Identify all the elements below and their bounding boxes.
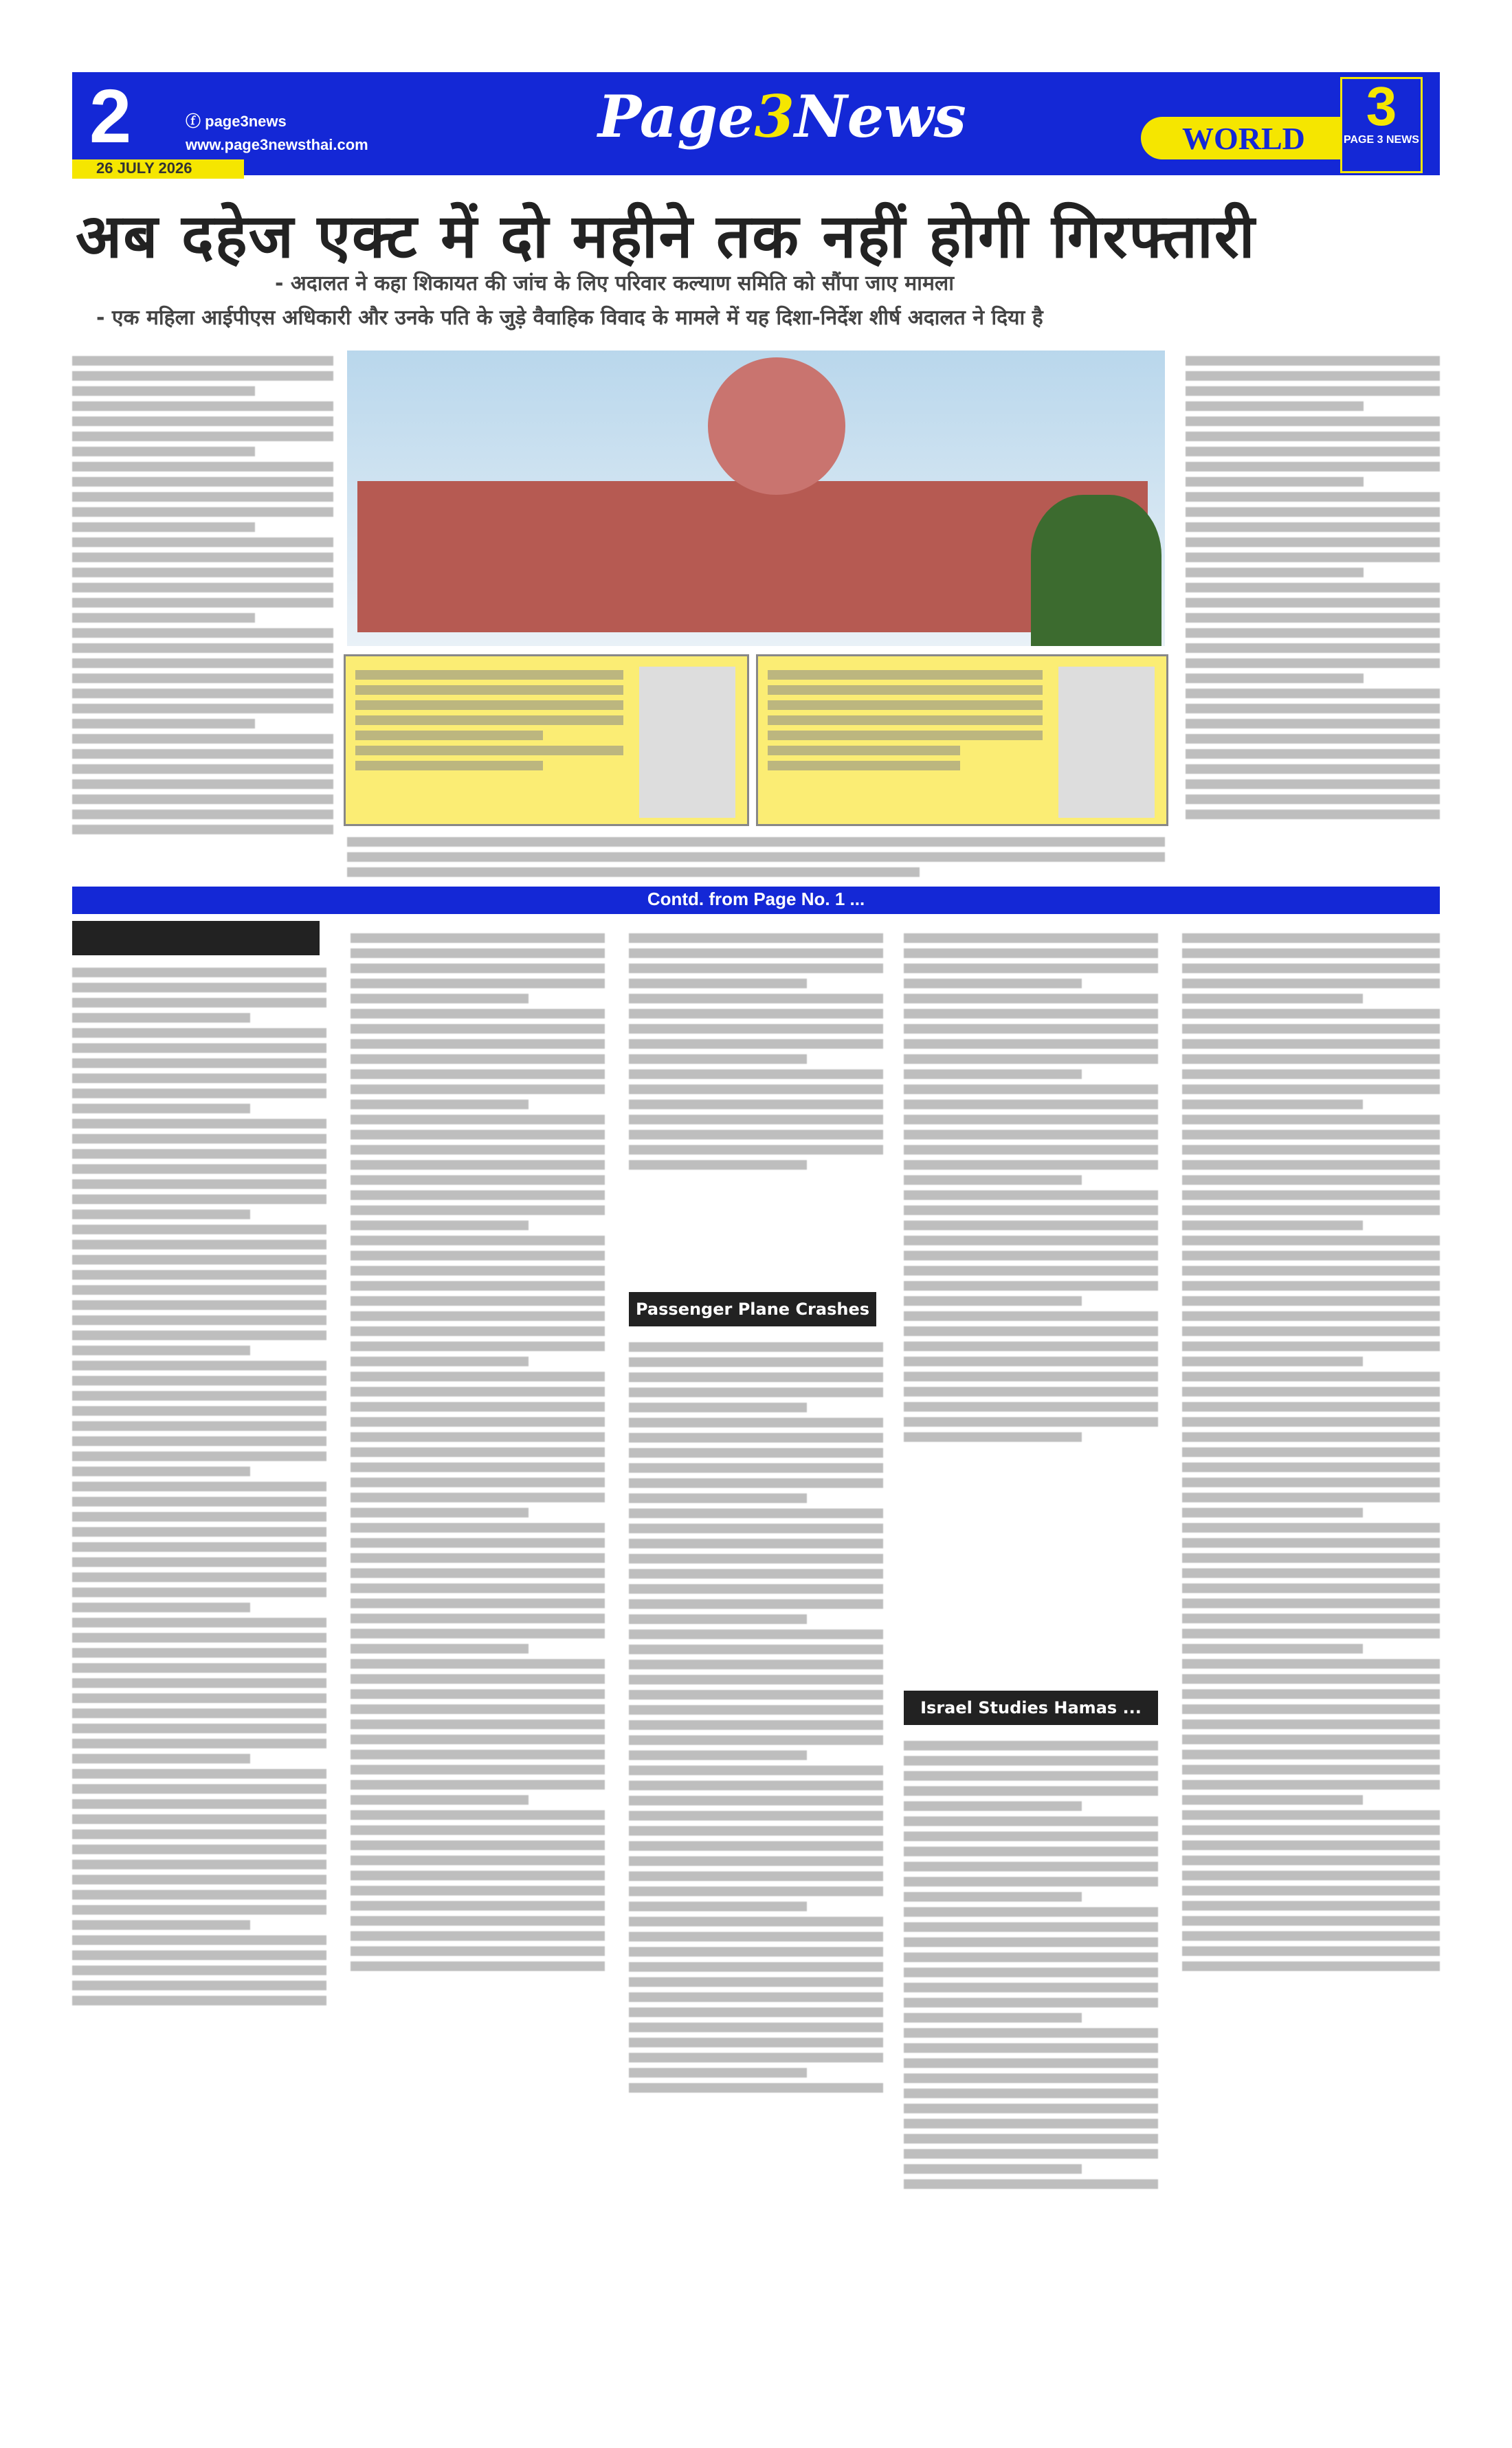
news-column-3-top bbox=[629, 928, 883, 1285]
article-column-left bbox=[72, 350, 333, 880]
website-link[interactable]: www.page3newsthai.com bbox=[186, 136, 368, 153]
heading-israel-hamas: Israel Studies Hamas ... bbox=[904, 1691, 1158, 1725]
masthead-left: Page bbox=[598, 82, 755, 151]
facebook-icon: ⓕ bbox=[186, 113, 205, 130]
news-column-5 bbox=[1182, 928, 1440, 2405]
masthead-right: News bbox=[794, 82, 966, 151]
news-column-2 bbox=[351, 928, 605, 2405]
subheadline-1: - अदालत ने कहा शिकायत की जांच के लिए परिवार कल्याण समिति को सौंपा जाए मामला bbox=[275, 271, 954, 296]
masthead-three: 3 bbox=[754, 82, 794, 151]
court-building bbox=[357, 481, 1148, 632]
section-label: WORLD bbox=[1182, 121, 1305, 156]
section-heading-1 bbox=[72, 921, 320, 955]
page-number: 2 bbox=[89, 74, 132, 159]
issue-date: 26 JULY 2026 bbox=[96, 159, 192, 177]
brand-logo bbox=[1340, 77, 1423, 173]
logo-text: PAGE 3 NEWS bbox=[1344, 134, 1419, 146]
social-label: page3news bbox=[205, 113, 287, 130]
portrait-male bbox=[639, 667, 735, 818]
main-headline: अब दहेज एक्ट में दो महीने तक नहीं होगी गिरफ्तारी bbox=[76, 201, 1256, 271]
news-column-1 bbox=[72, 962, 326, 2405]
news-column-3 bbox=[629, 1337, 883, 2405]
tree bbox=[1031, 495, 1161, 646]
portrait-female bbox=[1058, 667, 1155, 818]
article-column-right bbox=[1186, 350, 1440, 873]
heading-passenger-plane: Passenger Plane Crashes bbox=[629, 1292, 876, 1326]
subheadline-2: - एक महिला आईपीएस अधिकारी और उनके पति के जुड़े वैवाहिक विवाद के मामले में यह दिशा-निर्देश शीर्ष अदालत ने दिया है bbox=[96, 306, 1043, 330]
logo-number: 3 bbox=[1366, 76, 1397, 137]
article-caption-strip bbox=[347, 832, 1165, 880]
social-handle[interactable] bbox=[186, 110, 287, 131]
continued-label: Contd. from Page No. 1 ... bbox=[647, 889, 865, 909]
masthead-logo bbox=[598, 76, 966, 158]
news-column-4 bbox=[904, 1735, 1158, 2405]
court-dome bbox=[708, 357, 845, 495]
news-column-4-top bbox=[904, 928, 1158, 1677]
